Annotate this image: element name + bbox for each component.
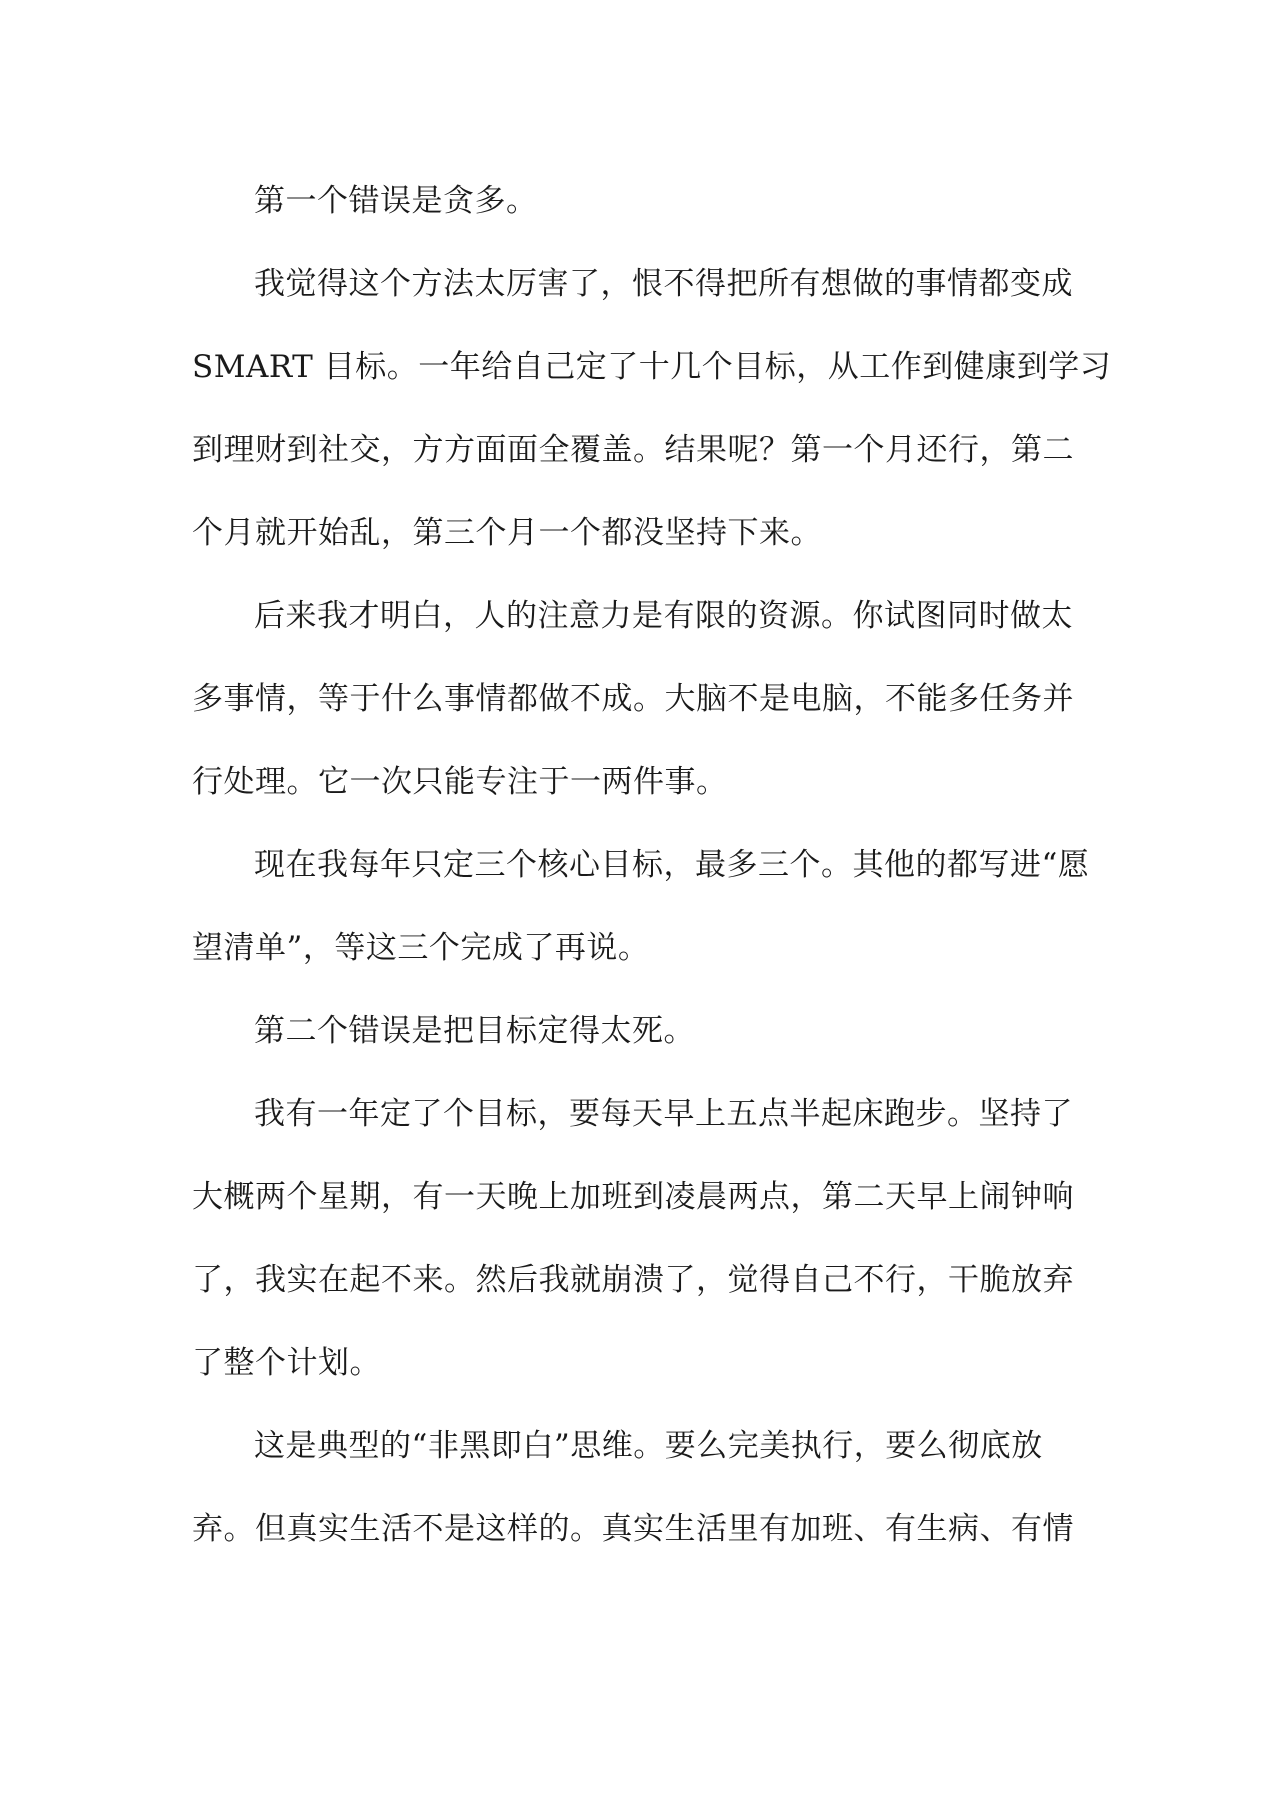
text-line: SMART 目标。一年给自己定了十几个目标，从工作到健康到学习	[192, 349, 1112, 385]
text-line: 弃。但真实生活不是这样的。真实生活里有加班、有生病、有情	[192, 1511, 1074, 1547]
paragraph-2	[192, 243, 1112, 575]
paragraph-6	[192, 1073, 1082, 1405]
text-line: 多事情，等于什么事情都做不成。大脑不是电脑，不能多任务并	[192, 681, 1074, 717]
text-line: 了，我实在起不来。然后我就崩溃了，觉得自己不行，干脆放弃	[192, 1262, 1074, 1298]
text-line: 后来我才明白，人的注意力是有限的资源。你试图同时做太	[254, 598, 1073, 634]
text-line: 第一个错误是贪多。	[254, 183, 538, 219]
paragraph-7	[192, 1405, 1082, 1571]
paragraph-3	[192, 575, 1082, 824]
text-line: 我觉得这个方法太厉害了，恨不得把所有想做的事情都变成	[254, 266, 1073, 302]
document-body	[192, 160, 1112, 1571]
text-line: 到理财到社交，方方面面全覆盖。结果呢？第一个月还行，第二	[192, 432, 1074, 468]
text-line: 望清单”，等这三个完成了再说。	[192, 930, 650, 966]
text-line: 这是典型的“非黑即白”思维。要么完美执行，要么彻底放	[254, 1428, 1043, 1464]
text-line: 现在我每年只定三个核心目标，最多三个。其他的都写进“愿	[254, 847, 1090, 883]
text-line: 第二个错误是把目标定得太死。	[254, 1013, 695, 1049]
text-line: 行处理。它一次只能专注于一两件事。	[192, 764, 728, 800]
paragraph-1	[192, 160, 1082, 243]
text-line: 我有一年定了个目标，要每天早上五点半起床跑步。坚持了	[254, 1096, 1073, 1132]
text-line: 大概两个星期，有一天晚上加班到凌晨两点，第二天早上闹钟响	[192, 1179, 1074, 1215]
text-line: 个月就开始乱，第三个月一个都没坚持下来。	[192, 515, 822, 551]
paragraph-4	[192, 824, 1090, 990]
paragraph-5	[192, 990, 1082, 1073]
text-line: 了整个计划。	[192, 1345, 381, 1381]
